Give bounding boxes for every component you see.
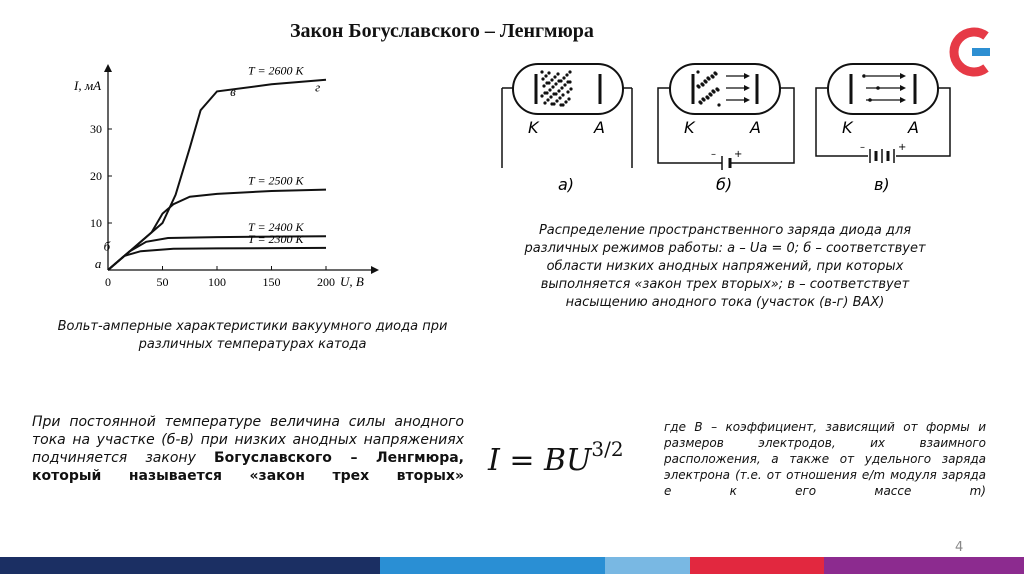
diode-b-label: б) bbox=[716, 175, 733, 194]
y-tick-label: 30 bbox=[90, 122, 102, 136]
y-axis-arrow bbox=[104, 64, 112, 72]
page-number: 4 bbox=[955, 540, 964, 555]
svg-text:+: + bbox=[734, 149, 743, 160]
series-label-4: T = 2300 K bbox=[248, 231, 304, 246]
diagram-caption: Распределение пространственного заряда диода для различных режимов работы: а – Uа = 0; б – соответствует области низких анодных напряжений, при которых выполняется «закон трех вторых»; в – соответствует насыщению анодного тока (участок (в-г) ВАХ) bbox=[524, 223, 926, 310]
x-axis-arrow bbox=[371, 266, 379, 274]
law-paragraph-bold: Богуславского – Ленгмюра, который называется «закон трех вторых» bbox=[32, 450, 464, 484]
x-tick-label: 0 bbox=[105, 275, 111, 289]
y-tick-label: 20 bbox=[90, 169, 102, 183]
diode-a bbox=[502, 64, 632, 194]
y-tick-label: 10 bbox=[90, 216, 102, 230]
x-tick-label: 100 bbox=[208, 275, 226, 289]
footer-segment bbox=[690, 557, 824, 574]
curve-point-label: а bbox=[94, 256, 102, 272]
curve-point-label: в bbox=[230, 84, 236, 100]
x-tick-label: 200 bbox=[317, 275, 335, 289]
svg-text:–: – bbox=[860, 142, 865, 153]
diode-b-tube bbox=[670, 64, 780, 114]
diode-c-a-label: A bbox=[908, 118, 919, 137]
diode-b-a-label: A bbox=[750, 118, 761, 137]
diode-c-k-label: K bbox=[842, 118, 853, 137]
series-label-3: T = 2400 K bbox=[248, 220, 304, 235]
page-title: Закон Богуславского – Ленгмюра bbox=[290, 20, 594, 42]
diode-diagrams bbox=[498, 58, 958, 203]
svg-text:–: – bbox=[711, 149, 716, 160]
three-halves-formula bbox=[488, 437, 624, 478]
law-paragraph-intro: При постоянной температуре величина силы анодного тока на участке (б-в) при низких анодных напряжениях подчиняется закону bbox=[32, 414, 464, 466]
coefficient-note: где B – коэффициент, зависящий от формы и размеров электродов, их взаимного расположения, а также от удельного заряда электрона (т.е. от отношения e/m модуля заряда e к его массе m) bbox=[664, 420, 986, 498]
diode-a-label: а) bbox=[558, 175, 575, 194]
diode-b-k-label: K bbox=[684, 118, 695, 137]
footer-segment bbox=[605, 557, 690, 574]
diode-a-a-label: A bbox=[594, 118, 605, 137]
diode-c-label: в) bbox=[874, 175, 890, 194]
diode-c-tube bbox=[828, 64, 938, 114]
y-axis-label: I, мА bbox=[74, 78, 102, 93]
chart-caption: Вольт-амперные характеристики вакуумного диода при различных температурах катода bbox=[57, 319, 448, 352]
curve-point-label: г bbox=[315, 79, 321, 95]
series-label-2: T = 2500 K bbox=[248, 173, 304, 188]
formula-main: I = BU bbox=[488, 443, 592, 478]
x-tick-label: 50 bbox=[156, 275, 169, 289]
footer-segment bbox=[380, 557, 605, 574]
diode-b bbox=[658, 64, 794, 194]
curve-point-label: б bbox=[103, 238, 111, 254]
diode-c-battery bbox=[870, 149, 894, 163]
diode-a-k-label: K bbox=[528, 118, 539, 137]
law-paragraph bbox=[32, 413, 464, 485]
formula-exponent: 3/2 bbox=[591, 437, 624, 461]
diode-c bbox=[816, 64, 950, 194]
svg-text:+: + bbox=[898, 142, 907, 153]
x-axis-label: U, В bbox=[340, 274, 364, 289]
x-tick-label: 150 bbox=[262, 275, 281, 289]
series-label-1: T = 2600 K bbox=[248, 63, 304, 78]
diode-a-tube bbox=[513, 64, 623, 114]
footer-segment bbox=[824, 557, 1024, 574]
iv-characteristics-chart bbox=[70, 62, 400, 292]
footer-color-bar bbox=[0, 557, 1024, 574]
footer-segment bbox=[0, 557, 380, 574]
